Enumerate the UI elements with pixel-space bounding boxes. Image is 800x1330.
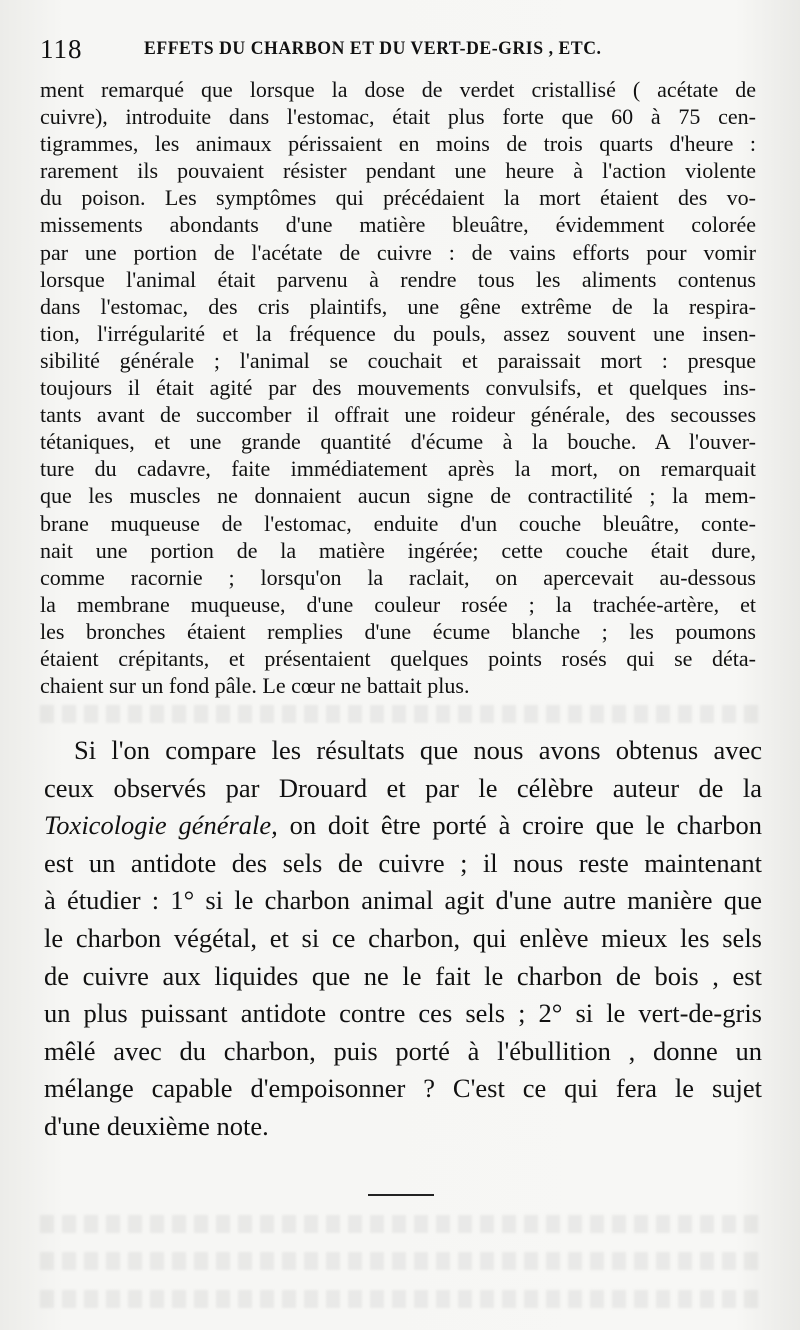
text-line: sibilité générale ; l'animal se couchait et paraissait mort : presque <box>40 347 756 373</box>
text-line: tants avant de succomber il offrait une roideur générale, des secousses <box>40 402 756 428</box>
text-line: d'une deuxième note. <box>44 1110 269 1141</box>
text-segment: on doit être porté à croire que le charbon <box>277 810 762 841</box>
text-line: comme racornie ; lorsqu'on la raclait, on apercevait au-dessous <box>40 564 756 590</box>
text-line: cuivre), introduite dans l'estomac, était plus forte que 60 à 75 cen- <box>40 104 756 130</box>
text-line: lorsque l'animal était parvenu à rendre tous les aliments contenus <box>40 266 756 292</box>
text-line: ture du cadavre, faite immédiatement après la mort, on remarquait <box>40 456 756 482</box>
text-line: étaient crépitants, et présentaient quelques points rosés qui se déta- <box>40 645 756 671</box>
text-line: missements abondants d'une matière bleuâtre, évidemment colorée <box>40 212 756 238</box>
text-line: chaient sur un fond pâle. Le cœur ne battait plus. <box>40 673 470 699</box>
text-line <box>44 807 762 845</box>
text-line: le charbon végétal, et si ce charbon, qui enlève mieux les sels <box>44 922 762 953</box>
text-line: Si l'on compare les résultats que nous avons obtenus avec <box>74 735 762 765</box>
text-line: mêlé avec du charbon, puis porté à l'ébullition , donne un <box>44 1035 762 1066</box>
text-line: la membrane muqueuse, d'une couleur rosée ; la trachée-artère, et <box>40 591 756 617</box>
text-line: brane muqueuse de l'estomac, enduite d'un couche bleuâtre, conte- <box>40 510 756 536</box>
text-line: à étudier : 1° si le charbon animal agit d'une autre manière que <box>44 885 762 916</box>
text-line: nait une portion de la matière ingérée; cette couche était dure, <box>40 537 756 563</box>
text-line: mélange capable d'empoisonner ? C'est ce qui fera le sujet <box>44 1073 762 1104</box>
section-divider <box>368 1194 434 1196</box>
text-line: ment remarqué que lorsque la dose de verdet cristallisé ( acétate de <box>40 77 756 102</box>
text-line: tion, l'irrégularité et la fréquence du pouls, assez souvent une insen- <box>40 320 756 346</box>
paragraph-continued <box>40 76 756 699</box>
text-line: par une portion de l'acétate de cuivre : de vains efforts pour vomir <box>40 239 756 265</box>
text-line: que les muscles ne donnaient aucun signe de contractilité ; la mem- <box>40 483 756 509</box>
show-through <box>40 1290 760 1308</box>
text-line: les bronches étaient remplies d'une écume blanche ; les poumons <box>40 618 756 644</box>
text-line: un plus puissant antidote contre ces sels ; 2° si le vert-de-gris <box>44 998 762 1029</box>
text-line: toujours il était agité par des mouvements convulsifs, et quelques ins- <box>40 375 756 401</box>
text-line: dans l'estomac, des cris plaintifs, une gêne extrême de la respira- <box>40 293 756 319</box>
text-line: est un antidote des sels de cuivre ; il nous reste maintenant <box>44 847 762 878</box>
paragraph-conclusion <box>44 732 762 1146</box>
book-title: Toxicologie générale, <box>44 810 278 841</box>
text-line: rarement ils pouvaient résister pendant une heure à l'action violente <box>40 158 756 184</box>
running-head: EFFETS DU CHARBON ET DU VERT-DE-GRIS , ETC. <box>144 38 602 59</box>
text-line: du poison. Les symptômes qui précédaient la mort étaient des vo- <box>40 185 756 211</box>
page-number: 118 <box>40 34 83 64</box>
text-line: de cuivre aux liquides que ne le fait le charbon de bois , est <box>44 960 762 991</box>
show-through <box>40 705 760 723</box>
show-through <box>40 1215 760 1233</box>
text-line: tigrammes, les animaux périssaient en moins de trois quarts d'heure : <box>40 131 756 157</box>
text-line: tétaniques, et une grande quantité d'écume à la bouche. A l'ouver- <box>40 429 756 455</box>
show-through <box>40 1252 760 1270</box>
page-header <box>36 34 776 68</box>
text-line: ceux observés par Drouard et par le célèbre auteur de la <box>44 772 762 803</box>
